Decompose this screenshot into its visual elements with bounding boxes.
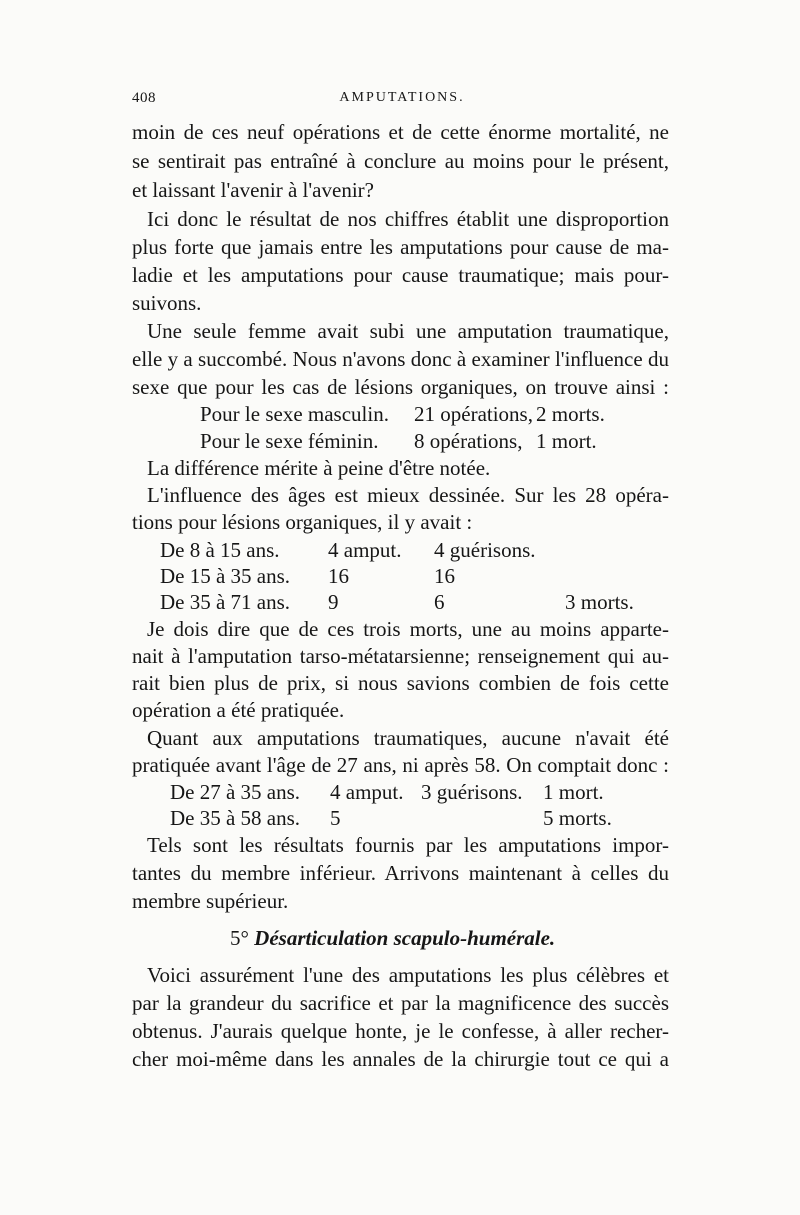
text-line: se sentirait pas entraîné à conclure au moins pour le présent, (132, 149, 669, 173)
text-line: pratiquée avant l'âge de 27 ans, ni après 58. On comptait donc : (132, 753, 669, 777)
text-line: Tels sont les résultats fournis par les amputations impor- (147, 833, 669, 857)
text-line: moin de ces neuf opérations et de cette énorme mortalité, ne (132, 120, 669, 144)
cured-count: 3 guérisons. (421, 780, 523, 804)
text-line: Quant aux amputations traumatiques, aucune n'avait été (147, 726, 669, 750)
amputation-count: 16 (328, 564, 349, 588)
text-line: La différence mérite à peine d'être notée. (147, 456, 491, 480)
age-range: De 15 à 35 ans. (160, 564, 291, 588)
text-line: nait à l'amputation tarso-métatarsienne; renseignement qui au- (132, 644, 669, 668)
text-line: rait bien plus de prix, si nous savions combien de fois cette (132, 671, 669, 695)
text-line: cher moi-même dans les annales de la chirurgie tout ce qui a (132, 1047, 669, 1071)
text-line: L'influence des âges est mieux dessinée. Sur les 28 opéra- (147, 483, 669, 507)
deaths-count: 1 mort. (536, 429, 597, 453)
deaths-count: 5 morts. (543, 806, 612, 830)
operations-count: 8 opérations, (414, 429, 523, 453)
text-line: elle y a succombé. Nous n'avons donc à examiner l'influence du (132, 347, 669, 371)
running-title: AMPUTATIONS. (339, 90, 465, 105)
amputation-count: 4 amput. (328, 538, 402, 562)
section-number: 5° (230, 926, 249, 950)
row-label: Pour le sexe féminin. (200, 429, 379, 453)
text-line: et laissant l'avenir à l'avenir? (132, 178, 374, 202)
text-line: obtenus. J'aurais quelque honte, je le confesse, à aller recher- (132, 1019, 669, 1043)
text-line: suivons. (132, 291, 202, 315)
deaths-count: 2 morts. (536, 402, 605, 426)
deaths-count: 1 mort. (543, 780, 604, 804)
amputation-count: 4 amput. (330, 780, 404, 804)
age-range: De 35 à 71 ans. (160, 590, 291, 614)
text-line: Je dois dire que de ces trois morts, une au moins apparte- (147, 617, 669, 641)
text-line: Une seule femme avait subi une amputation traumatique, (147, 319, 669, 343)
section-title: Désarticulation scapulo-humérale. (254, 926, 556, 950)
text-line: opération a été pratiquée. (132, 698, 345, 722)
amputation-count: 9 (328, 590, 339, 614)
text-line: membre supérieur. (132, 889, 289, 913)
text-line: Voici assurément l'une des amputations les plus célèbres et (147, 963, 669, 987)
text-line: sexe que pour les cas de lésions organiques, on trouve ainsi : (132, 375, 669, 399)
cured-count: 6 (434, 590, 445, 614)
page-number: 408 (132, 90, 156, 106)
text-line: tions pour lésions organiques, il y avait : (132, 510, 473, 534)
text-line: tantes du membre inférieur. Arrivons maintenant à celles du (132, 861, 669, 885)
age-range: De 27 à 35 ans. (170, 780, 301, 804)
text-line: plus forte que jamais entre les amputations pour cause de ma- (132, 235, 669, 259)
age-range: De 8 à 15 ans. (160, 538, 280, 562)
amputation-count: 5 (330, 806, 341, 830)
page-header (132, 90, 672, 114)
cured-count: 16 (434, 564, 455, 588)
operations-count: 21 opérations, (414, 402, 533, 426)
cured-count: 4 guérisons. (434, 538, 536, 562)
row-label: Pour le sexe masculin. (200, 402, 389, 426)
deaths-count: 3 morts. (565, 590, 634, 614)
text-line: Ici donc le résultat de nos chiffres établit une disproportion (147, 207, 669, 231)
age-range: De 35 à 58 ans. (170, 806, 301, 830)
text-line: par la grandeur du sacrifice et par la magnificence des succès (132, 991, 669, 1015)
text-line: ladie et les amputations pour cause traumatique; mais pour- (132, 263, 669, 287)
section-heading (230, 925, 555, 951)
